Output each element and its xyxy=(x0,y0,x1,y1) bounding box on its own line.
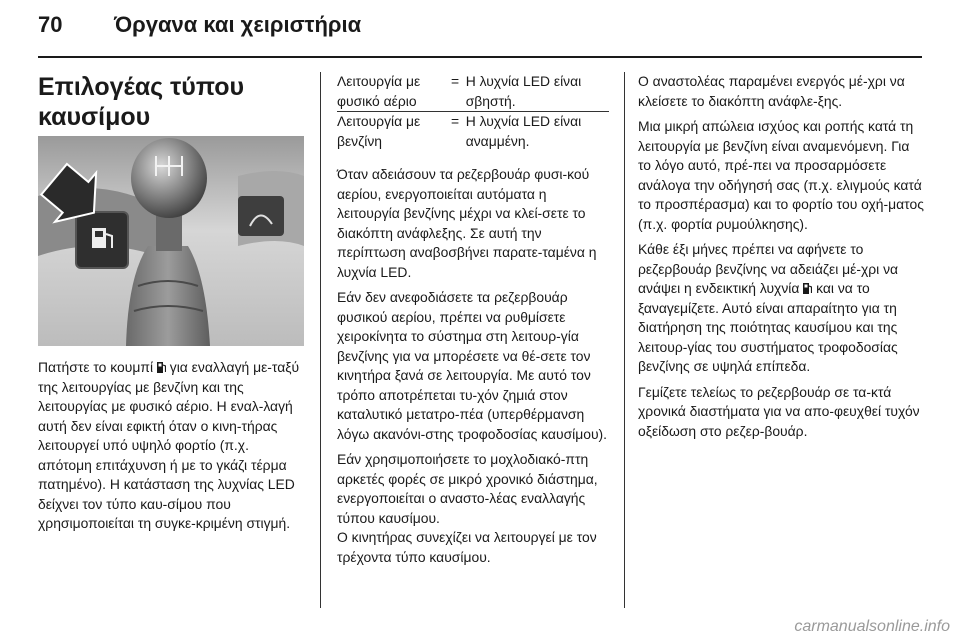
column-1-text xyxy=(38,358,306,540)
fuel-pump-icon xyxy=(157,361,166,373)
paragraph: Μια μικρή απώλεια ισχύος και ροπής κατά τη λειτουργία με βενζίνη είναι αναμενόμενη. Για το λόγο αυτό, πρέ-πει να προσαρμόσετε ανάλογα την οδήγησή σας (π.χ. ελιγμούς κατά το προσπέρασμα) και το φορτίο του οχή-ματος (π.χ. φορτία ρυμούλκησης). xyxy=(638,118,924,232)
paragraph: Γεμίζετε τελείως το ρεζερβουάρ σε τα-κτά χρονικά διαστήματα για να απο-φευχθεί τυχόν οξείδωση στο ρεζερ-βουάρ. xyxy=(638,383,920,439)
paragraph: Ο αναστολέας παραμένει ενεργός μέ-χρι να κλείσετε το διακόπτη ανάφλε-ξης. xyxy=(638,73,905,109)
section-title: Επιλογέας τύπου καυσίμου xyxy=(38,73,245,131)
fuel-pump-icon xyxy=(803,282,812,294)
paragraph: Εάν χρησιμοποιήσετε το μοχλοδιακό-πτη αρκετές φορές σε μικρό χρονικό διάστημα, ενεργοποιείται ο αναστο-λέας εναλλαγής τύπου καυσίμου. xyxy=(337,451,598,526)
led-state-cell: Η λυχνία LED είναι αναμμένη. xyxy=(466,112,609,152)
paragraph: Εάν δεν ανεφοδιάσετε τα ρεζερβουάρ φυσικού αερίου, πρέπει να ρυθμίσετε χειροκίνητα το σύστημα στη λειτουρ-γία βενζίνης για να μπορέσετε να θέ-σετε τον κινητήρα ξανά σε λειτουργία. Με αυτό τον τρόπο αποτρέπεται τυ-χόν ζημιά στον καταλυτικό μετατρο-πέα (υπερθέρμανση λόγω ακανόνι-στης τροφοδοσίας καυσίμου). xyxy=(337,289,608,442)
header-rule xyxy=(38,56,922,58)
page-number: 70 xyxy=(38,12,63,37)
column-3-text xyxy=(638,72,924,447)
table-row xyxy=(337,72,609,112)
paragraph: Ο κινητήρας συνεχίζει να λειτουργεί με τον τρέχοντα τύπο καυσίμου. xyxy=(337,529,597,565)
paragraph: Κάθε έξι μήνες πρέπει να αφήνετε το ρεζερβουάρ βενζίνης να αδειάζει μέ-χρι να ανάψει η ενδεικτική λυχνία και να το ξαναγεμίζετε. Αυτό είναι απαραίτητο για τη διατήρηση της ποιότητας καυσίμου και της λειτουρ-γίας του συστήματος τροφοδοσίας βενζίνης σε υψηλά επίπεδα. xyxy=(638,241,899,374)
column-divider-1 xyxy=(320,72,321,608)
equals-cell: = xyxy=(451,73,460,89)
led-state-cell: Η λυχνία LED είναι σβηστή. xyxy=(465,73,582,109)
table-row xyxy=(337,112,609,152)
intro-paragraph: Πατήστε το κουμπί για εναλλαγή με-ταξύ της λειτουργίας με βενζίνη και της λειτουργίας με φυσικό αέριο. Η εναλ-λαγή αυτή δεν είναι εφικτή όταν ο κινη-τήρας λειτουργεί υπό υψηλό φορτίο (π.χ. απότομη επιτάχυνση ή με το γκάζι τέρμα πατημένο). Η κατάσταση της λυχνίας LED δείχνει τον τύπο καυ-σίμου που χρησιμοποιείται τη συγκε-κριμένη στιγμή. xyxy=(38,359,300,531)
watermark: carmanualsonline.info xyxy=(794,618,950,635)
equals-cell: = xyxy=(444,112,465,152)
column-2-text xyxy=(337,72,609,573)
column-divider-2 xyxy=(624,72,625,608)
mode-cell: Λειτουργία με φυσικό αέριο xyxy=(337,73,421,109)
fuel-mode-table xyxy=(337,72,609,151)
mode-cell: Λειτουργία με βενζίνη xyxy=(337,112,444,152)
gear-shifter-photo xyxy=(38,136,304,346)
paragraph: Όταν αδειάσουν τα ρεζερβουάρ φυσι-κού αερίου, ενεργοποιείται αυτόματα η λειτουργία βενζίνης μέχρι να κλεί-σετε το διακόπτη ανάφλεξης. Σε αυτή την περίπτωση αναβοσβήνει παρατε-ταμένα η λυχνία LED. xyxy=(337,166,597,280)
chapter-title: Όργανα και χειριστήρια xyxy=(114,12,362,37)
